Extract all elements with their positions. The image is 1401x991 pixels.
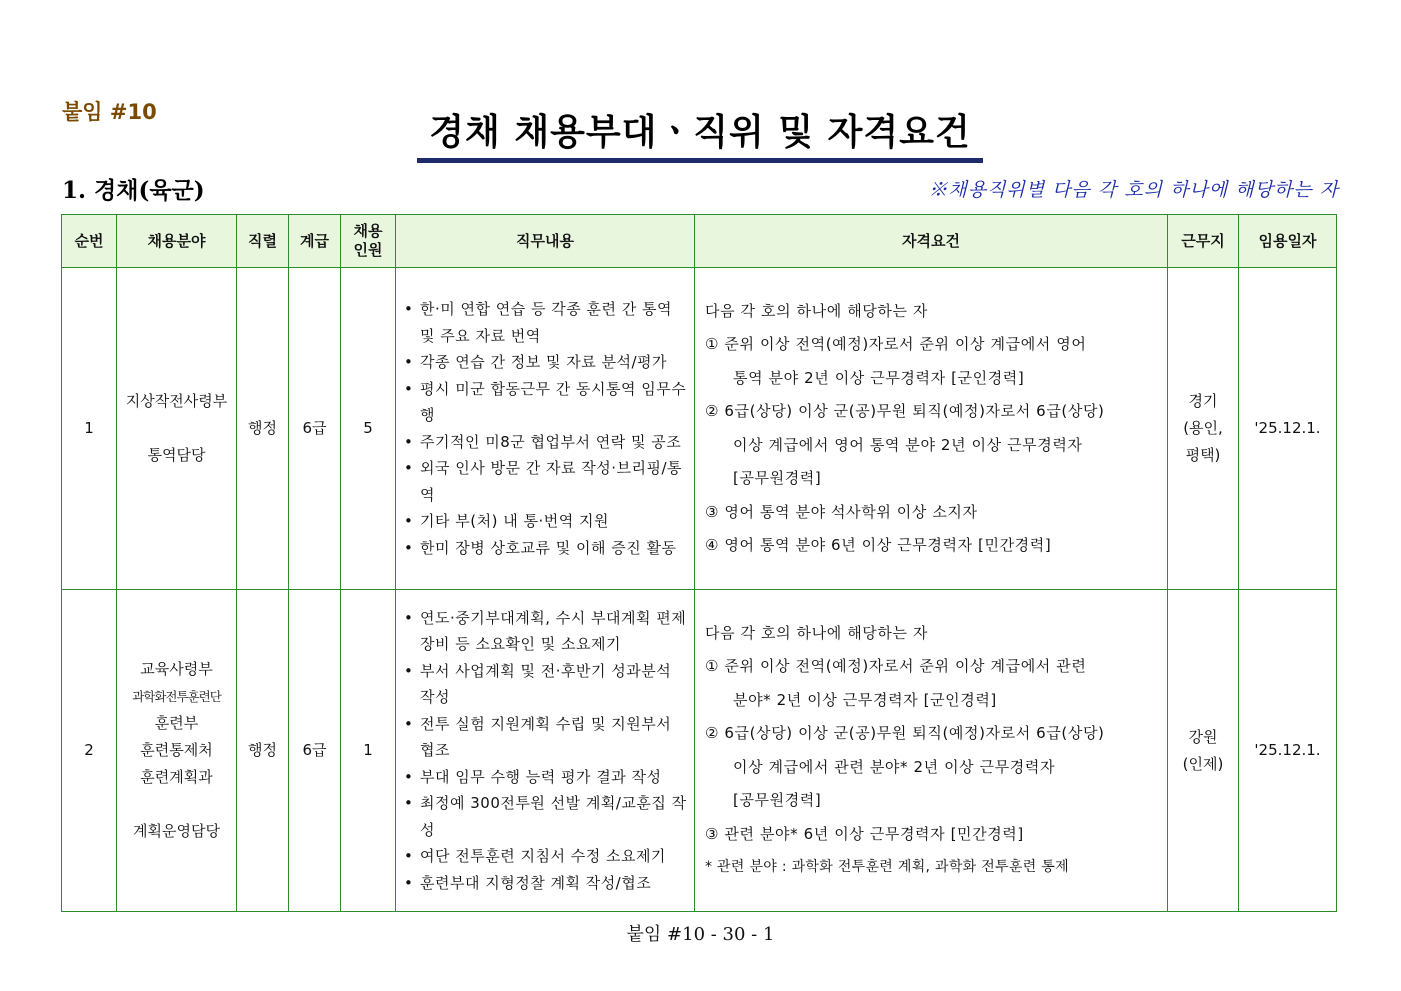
req-line: [공무원경력] xyxy=(733,791,822,809)
duty-item: • 부대 임무 수행 능력 평가 결과 작성 xyxy=(404,764,688,791)
table-row xyxy=(62,268,1337,590)
req-line: ① 준위 이상 전역(예정)자로서 준위 이상 계급에서 영어 xyxy=(705,335,1087,353)
row-field xyxy=(117,590,237,912)
header-location: 근무지 xyxy=(1168,215,1239,268)
page-title: 경채 채용부대ㆍ직위 및 자격요건 xyxy=(417,110,983,163)
header-requirements: 자격요건 xyxy=(695,215,1168,268)
row-location xyxy=(1168,268,1239,590)
row-series: 행정 xyxy=(237,590,289,912)
row-field xyxy=(117,268,237,590)
table-row xyxy=(62,590,1337,912)
location-line: 강원 xyxy=(1188,727,1218,746)
req-line: [공무원경력] xyxy=(733,469,822,487)
req-line: ④ 영어 통역 분야 6년 이상 근무경력자 [민간경력] xyxy=(705,536,1052,554)
req-line: 통역 분야 2년 이상 근무경력자 [군인경력] xyxy=(733,368,1025,387)
duty-item: • 각종 연습 간 정보 및 자료 분석/평가 xyxy=(404,349,688,376)
row-location xyxy=(1168,590,1239,912)
req-line: ③ 관련 분야* 6년 이상 근무경력자 [민간경력] xyxy=(705,824,1024,843)
duty-item: • 전투 실험 지원계획 수립 및 지원부서 협조 xyxy=(404,711,688,764)
org-line: 교육사령부 xyxy=(140,660,213,678)
row-headcount: 5 xyxy=(341,268,396,590)
location-line: 평택) xyxy=(1185,446,1221,464)
eligibility-note: ※채용직위별 다음 각 호의 하나에 해당하는 자 xyxy=(928,179,1339,201)
location-line: 경기 xyxy=(1188,392,1218,410)
org-line: 과학화전투훈련단 xyxy=(132,689,221,704)
row-duties xyxy=(396,590,695,912)
org-line: 훈련부 xyxy=(154,714,199,732)
duty-item: • 외국 인사 방문 간 자료 작성·브리핑/통역 xyxy=(404,455,688,508)
duty-item: • 훈련부대 지형정찰 계획 작성/협조 xyxy=(404,870,688,897)
duty-item: • 기타 부(처) 내 통·번역 지원 xyxy=(404,508,688,535)
header-headcount-line1: 채용 xyxy=(353,222,383,240)
header-date: 임용일자 xyxy=(1239,215,1337,268)
row-no: 2 xyxy=(62,590,117,912)
req-line: ③ 영어 통역 분야 석사학위 이상 소지자 xyxy=(705,502,978,521)
duty-item: • 연도·중기부대계획, 수시 부대계획 편제 장비 등 소요확인 및 소요제기 xyxy=(404,605,688,658)
duty-item: • 한미 장병 상호교류 및 이해 증진 활동 xyxy=(404,535,688,562)
header-headcount-line2: 인원 xyxy=(353,241,383,259)
req-intro: 다음 각 호의 하나에 해당하는 자 xyxy=(705,623,929,642)
row-grade: 6급 xyxy=(289,268,341,590)
row-series: 행정 xyxy=(237,268,289,590)
attachment-label: 붙임 #10 xyxy=(62,100,157,124)
req-line: ② 6급(상당) 이상 군(공)무원 퇴직(예정)자로서 6급(상당) xyxy=(705,724,1105,742)
location-line: (인제) xyxy=(1182,754,1224,773)
recruitment-table xyxy=(61,214,1337,912)
location-line: (용인, xyxy=(1183,419,1223,437)
post-name: 통역담당 xyxy=(147,446,206,464)
row-headcount: 1 xyxy=(341,590,396,912)
req-line: 이상 계급에서 영어 통역 분야 2년 이상 근무경력자 xyxy=(733,435,1083,454)
row-no: 1 xyxy=(62,268,117,590)
duty-item: • 주기적인 미8군 협업부서 연락 및 공조 xyxy=(404,429,688,456)
table-header-row xyxy=(62,215,1337,268)
req-footnote: * 관련 분야 : 과학화 전투훈련 계획, 과학화 전투훈련 통제 xyxy=(705,859,1069,875)
header-field: 채용분야 xyxy=(117,215,237,268)
header-duties: 직무내용 xyxy=(396,215,695,268)
duty-item: • 한·미 연합 연습 등 각종 훈련 간 통역 및 주요 자료 번역 xyxy=(404,296,688,349)
row-grade: 6급 xyxy=(289,590,341,912)
duty-item: • 최정예 300전투원 선발 계획/교훈집 작성 xyxy=(404,790,688,843)
page-footer: 붙임 #10 - 30 - 1 xyxy=(626,924,775,945)
row-date: '25.12.1. xyxy=(1239,590,1337,912)
req-line: 분야* 2년 이상 근무경력자 [군인경력] xyxy=(733,690,997,709)
org-line: 훈련통제처 xyxy=(140,741,213,759)
req-intro: 다음 각 호의 하나에 해당하는 자 xyxy=(705,301,929,320)
req-line: 이상 계급에서 관련 분야* 2년 이상 근무경력자 xyxy=(733,757,1056,776)
post-name: 계획운영담당 xyxy=(133,822,220,840)
row-date: '25.12.1. xyxy=(1239,268,1337,590)
header-series: 직렬 xyxy=(237,215,289,268)
duty-item: • 평시 미군 합동근무 간 동시통역 임무수행 xyxy=(404,376,688,429)
section-title: 1. 경채(육군) xyxy=(62,177,205,204)
header-headcount xyxy=(341,215,396,268)
row-requirements xyxy=(695,268,1168,590)
duty-item: • 부서 사업계획 및 전·후반기 성과분석 작성 xyxy=(404,658,688,711)
req-line: ② 6급(상당) 이상 군(공)무원 퇴직(예정)자로서 6급(상당) xyxy=(705,402,1105,420)
row-duties xyxy=(396,268,695,590)
org-line: 훈련계획과 xyxy=(140,768,213,786)
duty-item: • 여단 전투훈련 지침서 수정 소요제기 xyxy=(404,843,688,870)
row-requirements xyxy=(695,590,1168,912)
req-line: ① 준위 이상 전역(예정)자로서 준위 이상 계급에서 관련 xyxy=(705,657,1087,675)
unit-name: 지상작전사령부 xyxy=(125,392,228,410)
header-grade: 계급 xyxy=(289,215,341,268)
header-no: 순번 xyxy=(62,215,117,268)
